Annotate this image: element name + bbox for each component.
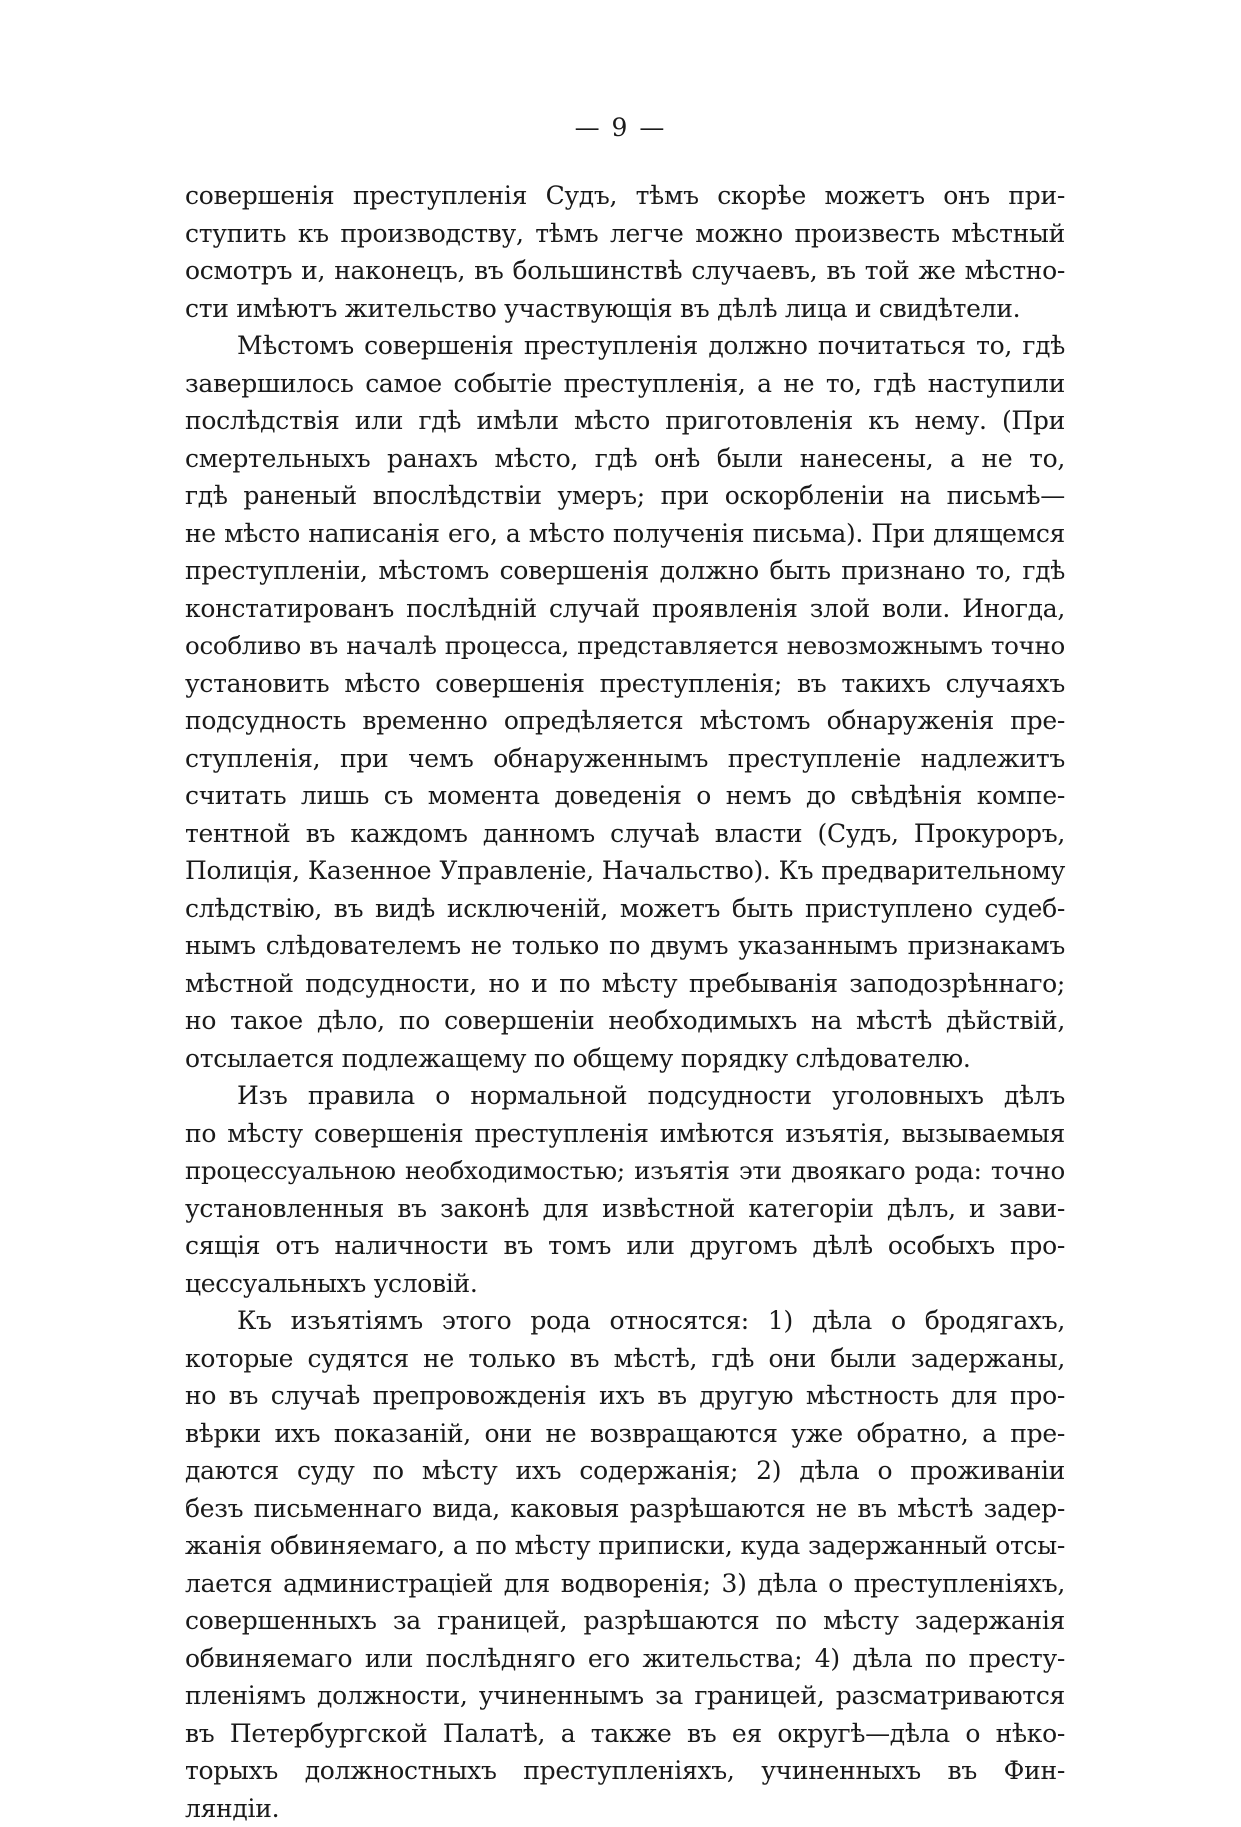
text-line: Изъ правила о нормальной подсудности уголовныхъ дѣлъ [185,1077,1065,1115]
text-line: Полиція, Казенное Управленіе, Начальство). Къ предварительному [185,852,1065,890]
text-line: отсылается подлежащему по общему порядку слѣдователю. [185,1040,1065,1078]
text-line: особливо въ началѣ процесса, представляется невозможнымъ точно [185,627,1065,665]
text-line: установить мѣсто совершенія преступленія; въ такихъ случаяхъ [185,665,1065,703]
text-line: Къ изъятіямъ этого рода относятся: 1) дѣла о бродягахъ, [185,1302,1065,1340]
text-line: торыхъ должностныхъ преступленіяхъ, учиненныхъ въ Фин- [185,1752,1065,1790]
text-line: установленныя въ законѣ для извѣстной категоріи дѣлъ, и зави- [185,1190,1065,1228]
text-line: ступленія, при чемъ обнаруженнымъ преступленіе надлежитъ [185,740,1065,778]
text-line: даются суду по мѣсту ихъ содержанія; 2) дѣла о проживаніи [185,1452,1065,1490]
text-line: безъ письменнаго вида, каковыя разрѣшаются не въ мѣстѣ задер- [185,1490,1065,1528]
text-line: но въ случаѣ препровожденія ихъ въ другую мѣстность для про- [185,1377,1065,1415]
text-line: осмотръ и, наконецъ, въ большинствѣ случаевъ, въ той же мѣстно- [185,252,1065,290]
text-line: обвиняемаго или послѣдняго его жительства; 4) дѣла по престу- [185,1640,1065,1678]
text-line: сти имѣютъ жительство участвующія въ дѣлѣ лица и свидѣтели. [185,290,1065,328]
text-line: завершилось самое событіе преступленія, а не то, гдѣ наступили [185,365,1065,403]
text-line: въ Петербургской Палатѣ, а также въ ея округѣ—дѣла о нѣко- [185,1715,1065,1753]
text-line: преступленіи, мѣстомъ совершенія должно быть признано то, гдѣ [185,552,1065,590]
text-line: констатированъ послѣдній случай проявленія злой воли. Иногда, [185,590,1065,628]
text-line: ляндіи. [185,1790,1065,1827]
text-line: подсудность временно опредѣляется мѣстомъ обнаруженія пре- [185,702,1065,740]
text-line: по мѣсту совершенія преступленія имѣются изъятія, вызываемыя [185,1115,1065,1153]
text-line: Мѣстомъ совершенія преступленія должно почитаться то, гдѣ [185,327,1065,365]
text-line: лается администраціей для водворенія; 3) дѣла о преступленіяхъ, [185,1565,1065,1603]
text-line: мѣстной подсудности, но и по мѣсту пребыванія заподозрѣннаго; [185,965,1065,1003]
text-line: не мѣсто написанія его, а мѣсто полученія письма). При длящемся [185,515,1065,553]
text-line: процессуальною необходимостью; изъятія эти двоякаго рода: точно [185,1152,1065,1190]
page-number: — 9 — [0,113,1241,142]
text-line: которые судятся не только въ мѣстѣ, гдѣ они были задержаны, [185,1340,1065,1378]
text-line: послѣдствія или гдѣ имѣли мѣсто приготовленія къ нему. (При [185,402,1065,440]
text-line: гдѣ раненый впослѣдствіи умеръ; при оскорбленіи на письмѣ— [185,477,1065,515]
text-line: тентной въ каждомъ данномъ случаѣ власти (Судъ, Прокуроръ, [185,815,1065,853]
text-line: но такое дѣло, по совершеніи необходимыхъ на мѣстѣ дѣйствій, [185,1002,1065,1040]
text-line: считать лишь съ момента доведенія о немъ до свѣдѣнія компе- [185,777,1065,815]
text-line: ступить къ производству, тѣмъ легче можно произвесть мѣстный [185,215,1065,253]
text-line: цессуальныхъ условій. [185,1265,1065,1303]
text-line: смертельныхъ ранахъ мѣсто, гдѣ онѣ были нанесены, а не то, [185,440,1065,478]
text-line: сящія отъ наличности въ томъ или другомъ дѣлѣ особыхъ про- [185,1227,1065,1265]
text-line: нымъ слѣдователемъ не только по двумъ указаннымъ признакамъ [185,927,1065,965]
text-line: совершенія преступленія Судъ, тѣмъ скорѣе можетъ онъ при- [185,177,1065,215]
body-text [185,177,1065,1827]
text-line: совершенныхъ за границей, разрѣшаются по мѣсту задержанія [185,1602,1065,1640]
text-line: жанія обвиняемаго, а по мѣсту приписки, куда задержанный отсы- [185,1527,1065,1565]
text-line: пленіямъ должности, учиненнымъ за границей, разсматриваются [185,1677,1065,1715]
text-line: вѣрки ихъ показаній, они не возвращаются уже обратно, а пре- [185,1415,1065,1453]
text-line: слѣдствію, въ видѣ исключеній, можетъ быть приступлено судеб- [185,890,1065,928]
